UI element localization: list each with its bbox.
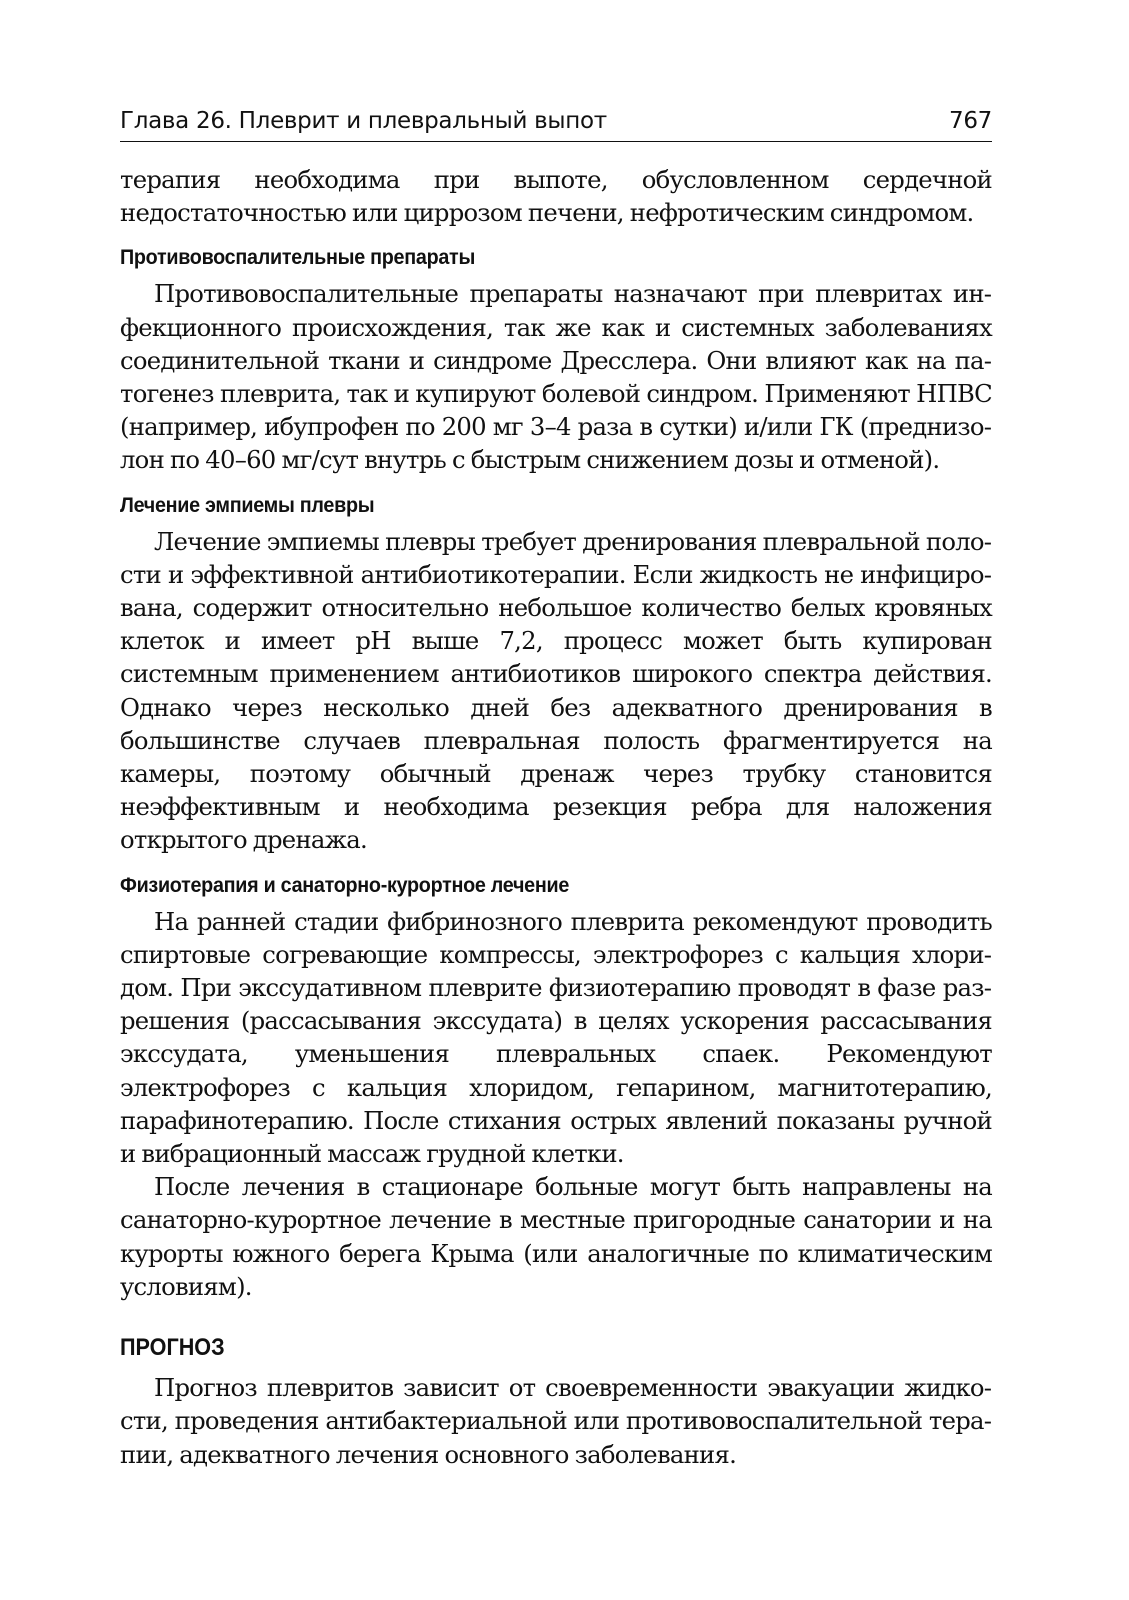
heading-prognosis: ПРОГНОЗ xyxy=(120,1334,225,1362)
paragraph-physiotherapy-1: На ранней стадии фибринозного плеврита рекомендуют проводить спиртовые согревающие компрессы, электрофорез с кальция хлоридом. При экссудативном плеврите физиотерапию проводят в фазе разрешения (рассасывания экссудата) в целях ускорения рассасывания экссудата, уменьшения плевральных спаек. Рекомендуют электрофорез с кальция хлоридом, гепарином, магнитотерапию, парафинотерапию. После стихания острых явлений показаны ручной и вибрационный массаж грудной клетки. xyxy=(120,906,992,1169)
intro-paragraph: терапия необходима при выпоте, обусловленном сердечной недостаточностью или циррозом печени, нефротическим синдромом. xyxy=(120,165,992,228)
paragraph-empyema: Лечение эмпиемы плевры требует дренирования плевральной полости и эффективной антибиотикотерапии. Если жидкость не инфицирована, содержит относительно небольшое количество белых кровяных клеток и имеет pH выше 7,2, процесс может быть купирован системным применением антибиотиков широкого спектра действия. Однако через несколько дней без адекватного дренирования в большинстве случаев плевральная полость фрагментируется на камеры, поэтому обычный дренаж через трубку становится неэффективным и необходима резекция ребра для наложения открытого дренажа. xyxy=(120,526,992,855)
page-number: 767 xyxy=(949,108,992,134)
paragraph-anti-inflammatory: Противовоспалительные препараты назначают при плевритах инфекционного происхождения, так же как и системных заболеваниях соединительной ткани и синдроме Дресслера. Они влияют как на патогенез плеврита, так и купируют болевой синдром. Применяют НПВС (например, ибупрофен по 200 мг 3–4 раза в сутки) и/или ГК (преднизолон по 40–60 мг/сут внутрь с быстрым снижением дозы и отменой). xyxy=(120,279,992,475)
page-body xyxy=(120,163,992,1471)
paragraph-prognosis: Прогноз плевритов зависит от своевременности эвакуации жидкости, проведения антибактериальной или противовоспалительной терапии, адекватного лечения основного заболевания. xyxy=(120,1373,992,1469)
paragraph-physiotherapy-2: После лечения в стационаре больные могут быть направлены на санаторно-курортное лечение в местные пригородные санатории и на курорты южного берега Крыма (или аналогичные по климатическим условиям). xyxy=(120,1172,992,1301)
book-page xyxy=(120,104,992,1471)
chapter-title: Глава 26. Плеврит и плевральный выпот xyxy=(120,108,607,134)
heading-anti-inflammatory: Противовоспалительные препараты xyxy=(120,246,476,270)
running-head xyxy=(120,104,992,142)
heading-empyema: Лечение эмпиемы плевры xyxy=(120,493,375,517)
heading-physiotherapy: Физиотерапия и санаторно-курортное лечение xyxy=(120,873,570,897)
